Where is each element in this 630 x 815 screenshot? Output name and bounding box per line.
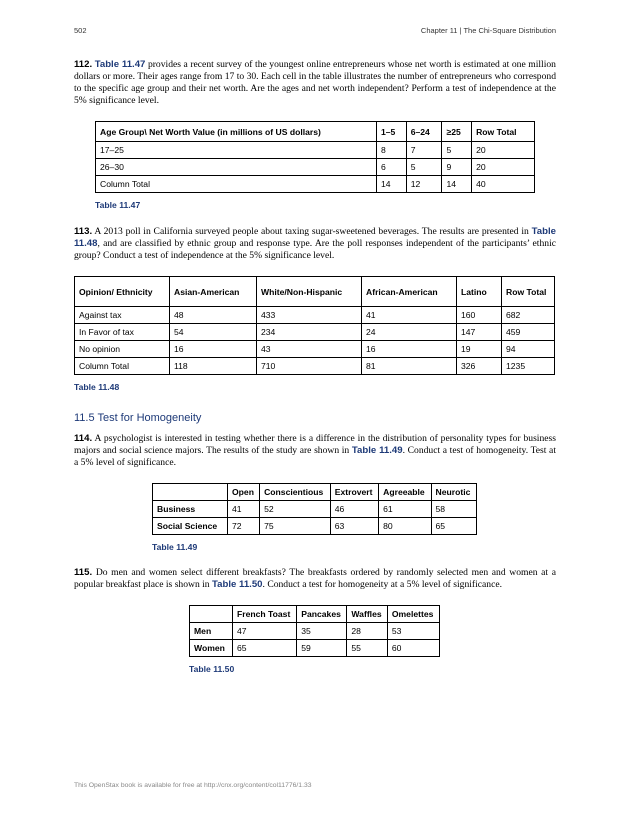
problem-body: , and are classified by ethnic group and response type. Are the poll responses independent of the participants’ ethnic group? Conduct a test of independence at the 5% significance level. [74, 238, 556, 261]
table-cell: 46 [330, 501, 378, 518]
table-cell: 41 [362, 307, 457, 324]
table-header-row [75, 277, 555, 307]
table-cell: 14 [442, 176, 472, 193]
table-cell: 80 [379, 518, 431, 535]
table-row [96, 159, 535, 176]
row-header-cell: Women [190, 640, 233, 657]
problem-body: A 2013 poll in California surveyed people about taxing sugar-sweetened beverages. The results are presented in [94, 226, 529, 237]
table-caption: Table 11.47 [95, 200, 141, 210]
table-row [190, 623, 440, 640]
table-cell: 35 [297, 623, 347, 640]
problem-body: . Conduct a test of homogeneity. Test at a 5% level of significance. [74, 445, 556, 468]
table-row [75, 358, 555, 375]
problem-number: 113. [74, 226, 93, 237]
table-header-row [96, 122, 535, 142]
table-link[interactable]: Table 11.50 [212, 579, 263, 590]
table-cell: 14 [377, 176, 407, 193]
problem-number: 115. [74, 567, 93, 578]
table-header-row [190, 606, 440, 623]
table-cell: 147 [457, 324, 502, 341]
table-11-48 [74, 276, 555, 375]
table-cell: No opinion [75, 341, 170, 358]
problem-115-text [74, 567, 556, 591]
table-cell: 710 [257, 358, 362, 375]
problem-113-text [74, 226, 556, 262]
header-cell: French Toast [233, 606, 297, 623]
table-row [153, 518, 477, 535]
table-cell: 60 [387, 640, 439, 657]
table-row [96, 142, 535, 159]
header-cell: Pancakes [297, 606, 347, 623]
header-cell: 6–24 [406, 122, 442, 142]
table-cell: 61 [379, 501, 431, 518]
table-11-47 [95, 121, 535, 193]
table-cell: 6 [377, 159, 407, 176]
table-cell: 63 [330, 518, 378, 535]
table-row [75, 324, 555, 341]
problem-body: A psychologist is interested in testing whether there is a difference in the distribution of personality types for business majors and social science majors. The results of the study are shown in [74, 433, 556, 456]
row-header-cell: Social Science [153, 518, 228, 535]
table-cell: 59 [297, 640, 347, 657]
row-header-cell: Business [153, 501, 228, 518]
table-row [190, 640, 440, 657]
header-cell: Waffles [347, 606, 387, 623]
table-row [75, 307, 555, 324]
table-caption: Table 11.48 [74, 382, 120, 392]
table-cell: 5 [406, 159, 442, 176]
table-header-row [153, 484, 477, 501]
table-cell: 5 [442, 142, 472, 159]
table-cell: 75 [260, 518, 331, 535]
table-cell: 1235 [502, 358, 555, 375]
table-cell: 118 [170, 358, 257, 375]
table-cell: 52 [260, 501, 331, 518]
table-cell: 160 [457, 307, 502, 324]
problem-114-text [74, 433, 556, 469]
header-cell: Latino [457, 277, 502, 307]
section-title: 11.5 Test for Homogeneity [74, 412, 202, 424]
table-cell: Column Total [75, 358, 170, 375]
header-cell: Row Total [472, 122, 535, 142]
header-cell: Row Total [502, 277, 555, 307]
header-cell: African-American [362, 277, 457, 307]
table-cell: 94 [502, 341, 555, 358]
table-cell: 28 [347, 623, 387, 640]
table-cell: 459 [502, 324, 555, 341]
table-cell: 16 [362, 341, 457, 358]
table-cell: 26–30 [96, 159, 377, 176]
table-cell: 16 [170, 341, 257, 358]
table-row [96, 176, 535, 193]
header-cell: Extrovert [330, 484, 378, 501]
header-cell: Open [228, 484, 260, 501]
table-cell: In Favor of tax [75, 324, 170, 341]
table-link[interactable]: Table 11.47 [94, 59, 146, 70]
header-cell: ≥25 [442, 122, 472, 142]
table-link[interactable]: Table 11.48 [74, 226, 556, 249]
header-cell [190, 606, 233, 623]
table-cell: 7 [406, 142, 442, 159]
header-cell: Age Group\ Net Worth Value (in millions of US dollars) [96, 122, 377, 142]
table-11-49 [152, 483, 477, 535]
header-cell: Conscientious [260, 484, 331, 501]
problem-body: . Conduct a test for homogeneity at a 5% level of significance. [262, 579, 503, 590]
table-cell: 8 [377, 142, 407, 159]
header-cell: White/Non-Hispanic [257, 277, 362, 307]
table-caption: Table 11.49 [152, 542, 198, 552]
table-cell: 24 [362, 324, 457, 341]
header-cell: Neurotic [431, 484, 476, 501]
table-11-50 [189, 605, 440, 657]
row-header-cell: Men [190, 623, 233, 640]
table-cell: 20 [472, 142, 535, 159]
table-cell: 40 [472, 176, 535, 193]
header-cell: Agreeable [379, 484, 431, 501]
table-cell: 43 [257, 341, 362, 358]
table-row [153, 501, 477, 518]
table-cell: 58 [431, 501, 476, 518]
table-cell: 326 [457, 358, 502, 375]
table-cell: 48 [170, 307, 257, 324]
table-cell: 72 [228, 518, 260, 535]
table-cell: Column Total [96, 176, 377, 193]
table-cell: 54 [170, 324, 257, 341]
table-cell: 41 [228, 501, 260, 518]
table-cell: 17–25 [96, 142, 377, 159]
table-cell: 65 [431, 518, 476, 535]
table-cell: 682 [502, 307, 555, 324]
table-link[interactable]: Table 11.49 [351, 445, 403, 456]
problem-body: Do men and women select different breakfasts? The breakfasts ordered by randomly selected men and women at a popular breakfast place is shown in [74, 567, 556, 590]
table-cell: 234 [257, 324, 362, 341]
problem-112-text [74, 59, 556, 107]
header-cell: Omelettes [387, 606, 439, 623]
page-number: 502 [74, 26, 87, 35]
table-cell: 65 [233, 640, 297, 657]
table-cell: 12 [406, 176, 442, 193]
problem-body: provides a recent survey of the youngest online entrepreneurs whose net worth is estimated at one million dollars or more. Their ages range from 17 to 30. Each cell in the table illustrates the number of entrepreneurs who correspond to the specific age group and their net worth. Are the ages and net worth independent? Perform a test of independence at the 5% significance level. [74, 59, 556, 106]
problem-number: 114. [74, 433, 93, 444]
table-cell: 81 [362, 358, 457, 375]
table-row [75, 341, 555, 358]
table-cell: 433 [257, 307, 362, 324]
header-cell: Opinion/ Ethnicity [75, 277, 170, 307]
table-cell: 20 [472, 159, 535, 176]
header-cell [153, 484, 228, 501]
header-cell: Asian-American [170, 277, 257, 307]
page-footer: This OpenStax book is available for free at http://cnx.org/content/col11776/1.33 [74, 782, 312, 789]
header-cell: 1–5 [377, 122, 407, 142]
table-cell: 19 [457, 341, 502, 358]
table-cell: 47 [233, 623, 297, 640]
table-cell: 53 [387, 623, 439, 640]
chapter-title: Chapter 11 | The Chi-Square Distribution [420, 26, 556, 35]
table-cell: Against tax [75, 307, 170, 324]
problem-number: 112. [74, 59, 93, 70]
table-caption: Table 11.50 [189, 664, 235, 674]
table-cell: 55 [347, 640, 387, 657]
table-cell: 9 [442, 159, 472, 176]
